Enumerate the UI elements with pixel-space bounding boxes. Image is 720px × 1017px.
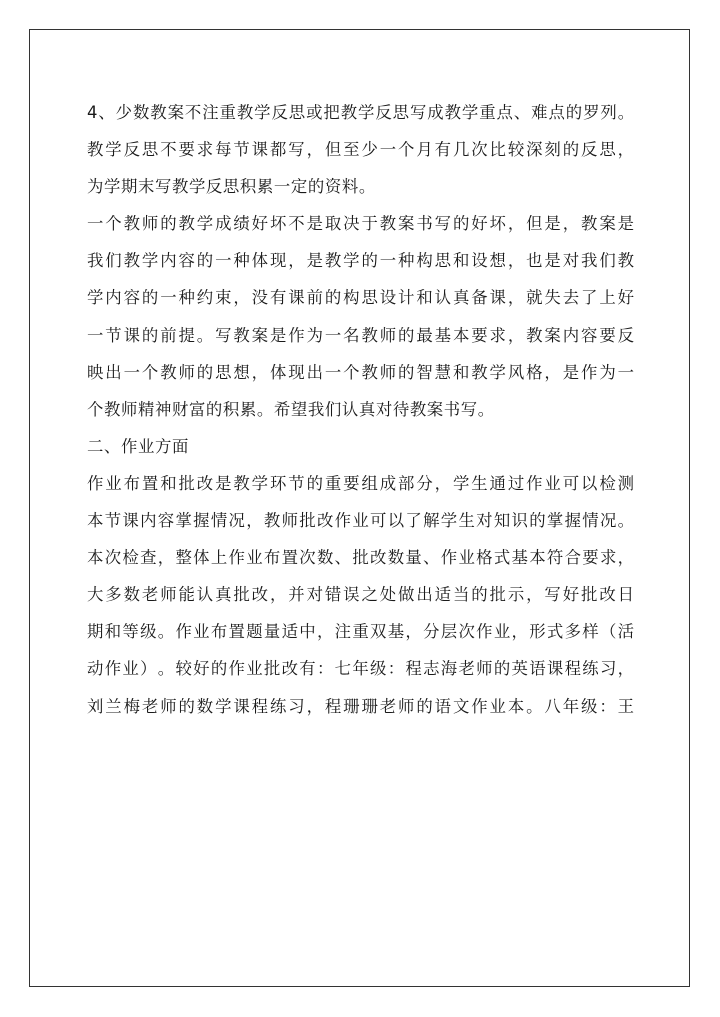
- document-body: [87, 94, 635, 725]
- text-line: 个教师精神财富的积累。希望我们认真对待教案书写。: [87, 399, 495, 419]
- text-line: 为学期末写教学反思积累一定的资料。: [87, 177, 376, 197]
- text-line: 4 、 少 数 教 案 不 注 重 教 学 反 思 或 把 教 学 反 思 写 成 教 学 重 点 、 难 点 的 罗 列 。: [87, 103, 635, 122]
- text-line: 我 们 教 学 内 容 的 一 种 体 现 ， 是 教 学 的 一 种 构 思 和 设 想 ， 也 是 对 我 们 教: [87, 251, 635, 271]
- text-line: 本 节 课 内 容 掌 握 情 况 ， 教 师 批 改 作 业 可 以 了 解 学 生 对 知 识 的 掌 握 情 况 。: [87, 511, 635, 531]
- text-line: 学 内 容 的 一 种 约 束 ， 没 有 课 前 的 构 思 设 计 和 认 真 备 课 ， 就 失 去 了 上 好: [87, 288, 635, 308]
- text-line: 一 节 课 的 前 提 。 写 教 案 是 作 为 一 名 教 师 的 最 基 本 要 求 ， 教 案 内 容 要 反: [87, 325, 635, 345]
- text-line: 动 作 业 ） 。 较 好 的 作 业 批 改 有 ： 七 年 级 ： 程 志 海 老 师 的 英 语 课 程 练 习 ，: [87, 659, 635, 679]
- text-line: 刘 兰 梅 老 师 的 数 学 课 程 练 习 ， 程 珊 珊 老 师 的 语 文 作 业 本 。 八 年 级 ： 王: [87, 696, 635, 716]
- text-line: 教 学 反 思 不 要 求 每 节 课 都 写 ， 但 至 少 一 个 月 有 几 次 比 较 深 刻 的 反 思 ，: [87, 140, 635, 160]
- text-line: 映 出 一 个 教 师 的 思 想 ， 体 现 出 一 个 教 师 的 智 慧 和 教 学 风 格 ， 是 作 为 一: [87, 362, 635, 382]
- text-line: 大 多 数 老 师 能 认 真 批 改 ， 并 对 错 误 之 处 做 出 适 当 的 批 示 ， 写 好 批 改 日: [87, 585, 635, 605]
- text-line: 一 个 教 师 的 教 学 成 绩 好 坏 不 是 取 决 于 教 案 书 写 的 好 坏 ， 但 是 ， 教 案 是: [87, 214, 635, 234]
- text-line: 期 和 等 级 。 作 业 布 置 题 量 适 中 ， 注 重 双 基 ， 分 层 次 作 业 ， 形 式 多 样 （ 活: [87, 622, 635, 642]
- section-heading: 二、作业方面: [87, 436, 189, 456]
- text-line: 本 次 检 查 ， 整 体 上 作 业 布 置 次 数 、 批 改 数 量 、 作 业 格 式 基 本 符 合 要 求 ，: [87, 548, 635, 568]
- text-line: 作 业 布 置 和 批 改 是 教 学 环 节 的 重 要 组 成 部 分 ， 学 生 通 过 作 业 可 以 检 测: [87, 473, 635, 493]
